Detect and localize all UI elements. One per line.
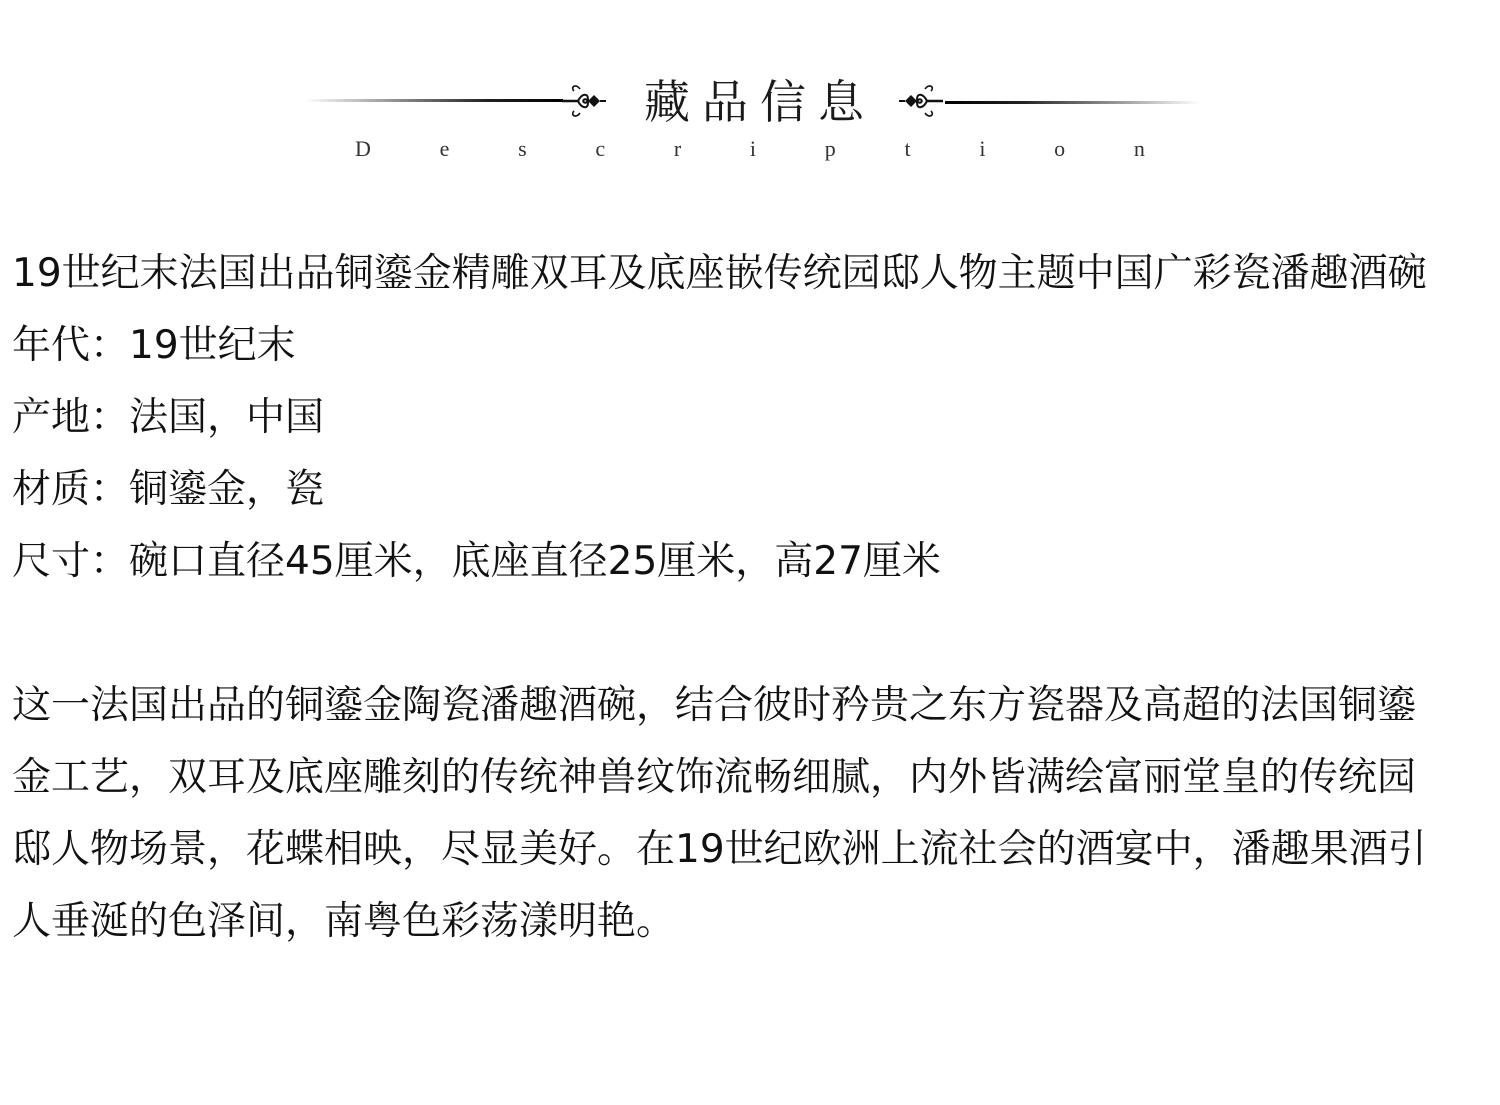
- divider-line-right: [945, 101, 1200, 104]
- subtitle-letter: i: [979, 136, 986, 161]
- subtitle-letter: c: [595, 136, 606, 161]
- item-description: 这一法国出品的铜鎏金陶瓷潘趣酒碗，结合彼时矜贵之东方瓷器及高超的法国铜鎏金工艺，双耳及底座雕刻的传统神兽纹饰流畅细腻，内外皆满绘富丽堂皇的传统园邸人物场景，花蝶相映，尽显美好。在19世纪欧洲上流社会的酒宴中，潘趣果酒引人垂涎的色泽间，南粤色彩荡漾明艳。: [12, 683, 1427, 944]
- subtitle-letter: n: [1133, 136, 1145, 161]
- ornament-flourish-right-icon: [897, 75, 947, 125]
- subtitle-letter: p: [824, 136, 836, 161]
- ornament-flourish-left-icon: [558, 75, 608, 125]
- subtitle-letter: i: [749, 136, 757, 161]
- section-header: [0, 0, 1500, 190]
- item-origin: 产地：法国，中国: [12, 395, 325, 440]
- divider-line-left: [305, 99, 563, 102]
- item-era: 年代：19世纪末: [12, 323, 296, 368]
- item-name: 19世纪末法国出品铜鎏金精雕双耳及底座嵌传统园邸人物主题中国广彩瓷潘趣酒碗: [12, 251, 1427, 296]
- subtitle-letter: D: [355, 136, 371, 161]
- subtitle-letter: e: [439, 136, 450, 161]
- item-size: 尺寸：碗口直径45厘米，底座直径25厘米，高27厘米: [12, 539, 941, 584]
- item-material: 材质：铜鎏金，瓷: [12, 467, 325, 512]
- subtitle-letter: t: [904, 136, 911, 161]
- section-title: 藏品信息: [644, 75, 876, 129]
- section-subtitle: [355, 136, 1145, 162]
- subtitle-letter: o: [1054, 136, 1066, 161]
- item-info: [12, 238, 1452, 958]
- subtitle-letter: r: [673, 136, 682, 161]
- subtitle-letter: s: [518, 136, 527, 161]
